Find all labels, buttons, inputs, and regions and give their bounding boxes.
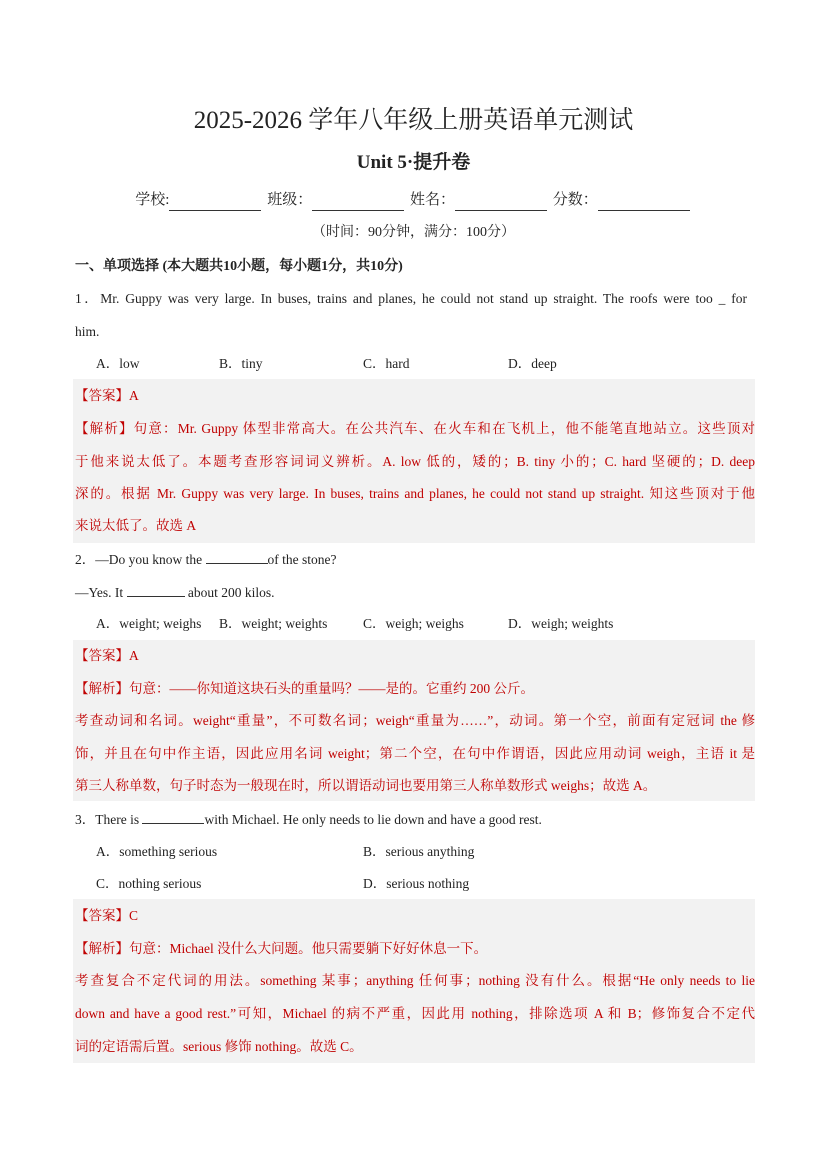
q2-blank-1 (206, 549, 268, 564)
q2-analysis-line: 考查动词和名词。weight“重量”，不可数名词；weigh“重量为……”，动词。第一个空，前面有定冠词 the 修 (75, 713, 755, 728)
school-blank (169, 194, 261, 211)
q2-answer: 【答案】A (75, 648, 139, 663)
q3-option-a: A．something serious (96, 844, 218, 859)
q3-analysis-line: down and have a good rest.”可知，Michael 的病不严重，因此用 nothing，排除选项 A 和 B；修饰复合不定代 (75, 1006, 755, 1021)
page-subtitle: Unit 5·提升卷 (356, 152, 471, 173)
q3-analysis-line: 考查复合不定代词的用法。something 某事；anything 任何事；nothing 没有什么。根据“He only needs to lie (75, 973, 755, 988)
q3-answer: 【答案】C (75, 908, 139, 923)
question-2-stem (75, 549, 755, 569)
q3-analysis-line: 词的定语需后置。serious 修饰 nothing。故选 C。 (75, 1039, 363, 1054)
q1-analysis-line: 【解析】句意：Mr. Guppy 体型非常高大。在公共汽车、在火车和在飞机上，他不能笔直地站立。这些顶对 (75, 421, 755, 436)
class-label: 班级： (267, 192, 313, 208)
class-blank (312, 194, 404, 211)
q1-option-c: C．hard (363, 356, 410, 371)
time-note: （时间：90分钟，满分：100分） (312, 225, 515, 240)
q2-reply-text: —Yes. It (75, 585, 127, 600)
q2-stem-text: of the stone? (267, 552, 337, 567)
score-blank (598, 194, 690, 211)
question-2-reply (75, 582, 755, 602)
q2-blank-2 (127, 582, 185, 597)
name-label: 姓名： (409, 192, 455, 208)
q2-analysis-line: 第三人称单数，句子时态为一般现在时，所以谓语动词也要用第三人称单数形式 weighs；故选 A。 (75, 778, 657, 793)
q1-option-d: D．deep (508, 356, 557, 371)
q1-option-b: B．tiny (219, 356, 263, 371)
question-3-stem (75, 809, 755, 829)
q3-stem-text: 3．There is (75, 812, 143, 827)
q2-option-b: B．weight; weights (219, 616, 328, 631)
q1-answer: 【答案】A (75, 388, 139, 403)
q1-analysis-line: 来说太低了。故选 A (75, 518, 197, 533)
q1-analysis-line: 于他来说太低了。本题考查形容词词义辨析。A. low 低的，矮的；B. tiny 小的；C. hard 坚硬的；D. deep (75, 454, 755, 469)
question-1-stem: 1．Mr. Guppy was very large. In buses, trains and planes, he could not stand up straight. The roofs were too _ for (75, 291, 747, 306)
q2-analysis-line: 饰，并且在句中作主语，因此应用名词 weight；第二个空，在句中作谓语，因此应用动词 weigh，主语 it 是 (75, 746, 755, 761)
q3-option-d: D．serious nothing (363, 876, 470, 891)
name-blank (455, 194, 547, 211)
page-title: 2025-2026 学年八年级上册英语单元测试 (193, 107, 634, 134)
q3-option-b: B．serious anything (363, 844, 475, 859)
q3-blank (142, 809, 204, 824)
school-label: 学校: (135, 192, 170, 208)
q2-option-c: C．weigh; weighs (363, 616, 464, 631)
q2-stem-text: 2．—Do you know the (75, 552, 206, 567)
q2-reply-text: about 200 kilos. (184, 585, 275, 600)
q2-option-a: A．weight; weighs (96, 616, 202, 631)
question-1-stem-cont: him. (75, 324, 100, 339)
q2-analysis-line: 【解析】句意：——你知道这块石头的重量吗？——是的。它重约 200 公斤。 (75, 681, 534, 696)
q3-analysis-line: 【解析】句意：Michael 没什么大问题。他只需要躺下好好休息一下。 (75, 941, 488, 956)
q3-stem-text: with Michael. He only needs to lie down and have a good rest. (204, 812, 542, 827)
q1-analysis-line: 深的。根据 Mr. Guppy was very large. In buses, trains and planes, he could not stand up straight. 知这些顶对于他 (75, 486, 755, 501)
section-heading: 一、单项选择 (本大题共10小题，每小题1分，共10分) (75, 259, 403, 274)
q2-option-d: D．weigh; weights (508, 616, 614, 631)
score-label: 分数： (552, 192, 598, 208)
student-info-row (0, 189, 827, 211)
q1-option-a: A．low (96, 356, 140, 371)
q3-option-c: C．nothing serious (96, 876, 202, 891)
